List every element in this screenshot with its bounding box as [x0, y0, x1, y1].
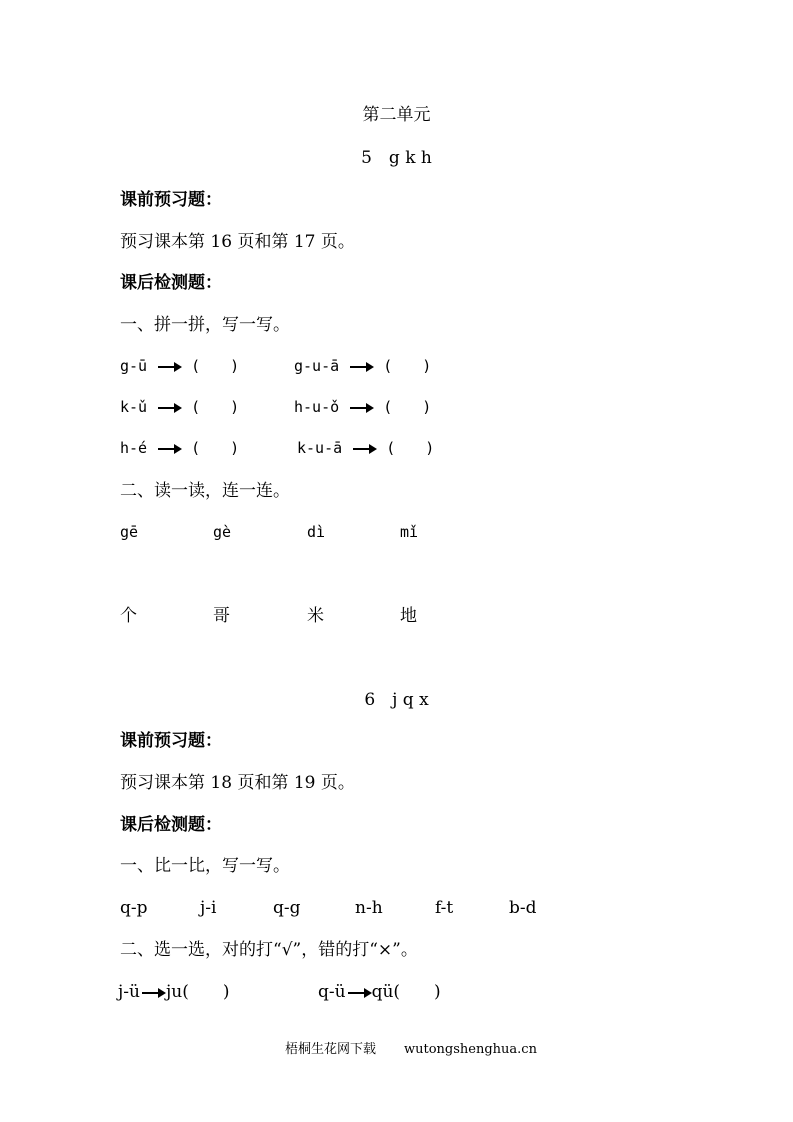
- footer-site-url[interactable]: wutongshenghua.cn: [404, 1042, 537, 1057]
- syllable: q-ü: [318, 982, 346, 1002]
- arrow-icon: [350, 407, 372, 409]
- lesson5-q1-title: 一、拼一拼，写一写。: [120, 315, 290, 335]
- syllable: g-u-ā: [294, 357, 340, 375]
- answer-blank[interactable]: ( ): [386, 439, 435, 457]
- pinyin-item[interactable]: dì: [307, 523, 326, 541]
- answer-blank[interactable]: ( ): [191, 439, 240, 457]
- unit-title: 第二单元: [362, 105, 431, 125]
- arrow-icon: [142, 992, 164, 994]
- lesson5-preview-text: 预习课本第 16 页和第 17 页。: [120, 232, 355, 252]
- hanzi-item[interactable]: 个: [120, 606, 137, 626]
- arrow-icon: [158, 407, 180, 409]
- arrow-icon: [158, 448, 180, 450]
- result-syllable: ju: [165, 982, 183, 1002]
- lesson6-preview-text: 预习课本第 18 页和第 19 页。: [120, 773, 355, 793]
- footer-site-name: 梧桐生花网下载: [285, 1042, 377, 1057]
- answer-blank[interactable]: ( ): [383, 357, 432, 375]
- lesson6-check-heading: 课后检测题：: [120, 815, 222, 835]
- arrow-icon: [158, 366, 180, 368]
- spell-item: [120, 359, 239, 374]
- arrow-icon: [353, 448, 375, 450]
- answer-blank[interactable]: ( ): [182, 982, 230, 1002]
- lesson5-title: 5 g k h: [361, 148, 432, 168]
- syllable: k-ǔ: [120, 398, 148, 416]
- hanzi-item[interactable]: 哥: [213, 606, 230, 626]
- lesson6-preview-heading: 课前预习题：: [120, 731, 222, 751]
- choice-item: [318, 984, 441, 1001]
- lesson6-q1-title: 一、比一比，写一写。: [120, 856, 290, 876]
- syllable: k-u-ā: [297, 439, 343, 457]
- lesson5-check-heading: 课后检测题：: [120, 273, 222, 293]
- compare-pair: b-d: [509, 898, 537, 918]
- lesson6-q2-title: 二、选一选，对的打“√”，错的打“×”。: [120, 940, 418, 960]
- lesson5-q2-title: 二、读一读，连一连。: [120, 481, 290, 501]
- choice-item: [118, 984, 229, 1001]
- pinyin-item[interactable]: gē: [120, 523, 139, 541]
- spell-item: [294, 400, 431, 415]
- lesson6-title: 6 j q x: [364, 690, 429, 710]
- compare-pair: q-g: [273, 898, 301, 918]
- result-syllable: qü: [371, 982, 394, 1002]
- arrow-icon: [348, 992, 370, 994]
- spell-item: [297, 441, 434, 456]
- syllable: h-é: [120, 439, 148, 457]
- answer-blank[interactable]: ( ): [191, 357, 240, 375]
- answer-blank[interactable]: ( ): [191, 398, 240, 416]
- compare-pair: f-t: [435, 898, 454, 918]
- compare-pair: q-p: [120, 898, 148, 918]
- pinyin-item[interactable]: mǐ: [400, 523, 419, 541]
- arrow-icon: [350, 366, 372, 368]
- compare-pair: n-h: [355, 898, 383, 918]
- spell-item: [120, 400, 239, 415]
- syllable: j-ü: [118, 982, 140, 1002]
- answer-blank[interactable]: ( ): [393, 982, 441, 1002]
- answer-blank[interactable]: ( ): [383, 398, 432, 416]
- hanzi-item[interactable]: 地: [400, 606, 417, 626]
- compare-pair: j-i: [200, 898, 217, 918]
- pinyin-item[interactable]: gè: [213, 523, 232, 541]
- lesson5-preview-heading: 课前预习题：: [120, 190, 222, 210]
- spell-item: [294, 359, 431, 374]
- syllable: h-u-ǒ: [294, 398, 340, 416]
- spell-item: [120, 441, 239, 456]
- hanzi-item[interactable]: 米: [307, 606, 324, 626]
- syllable: g-ū: [120, 357, 148, 375]
